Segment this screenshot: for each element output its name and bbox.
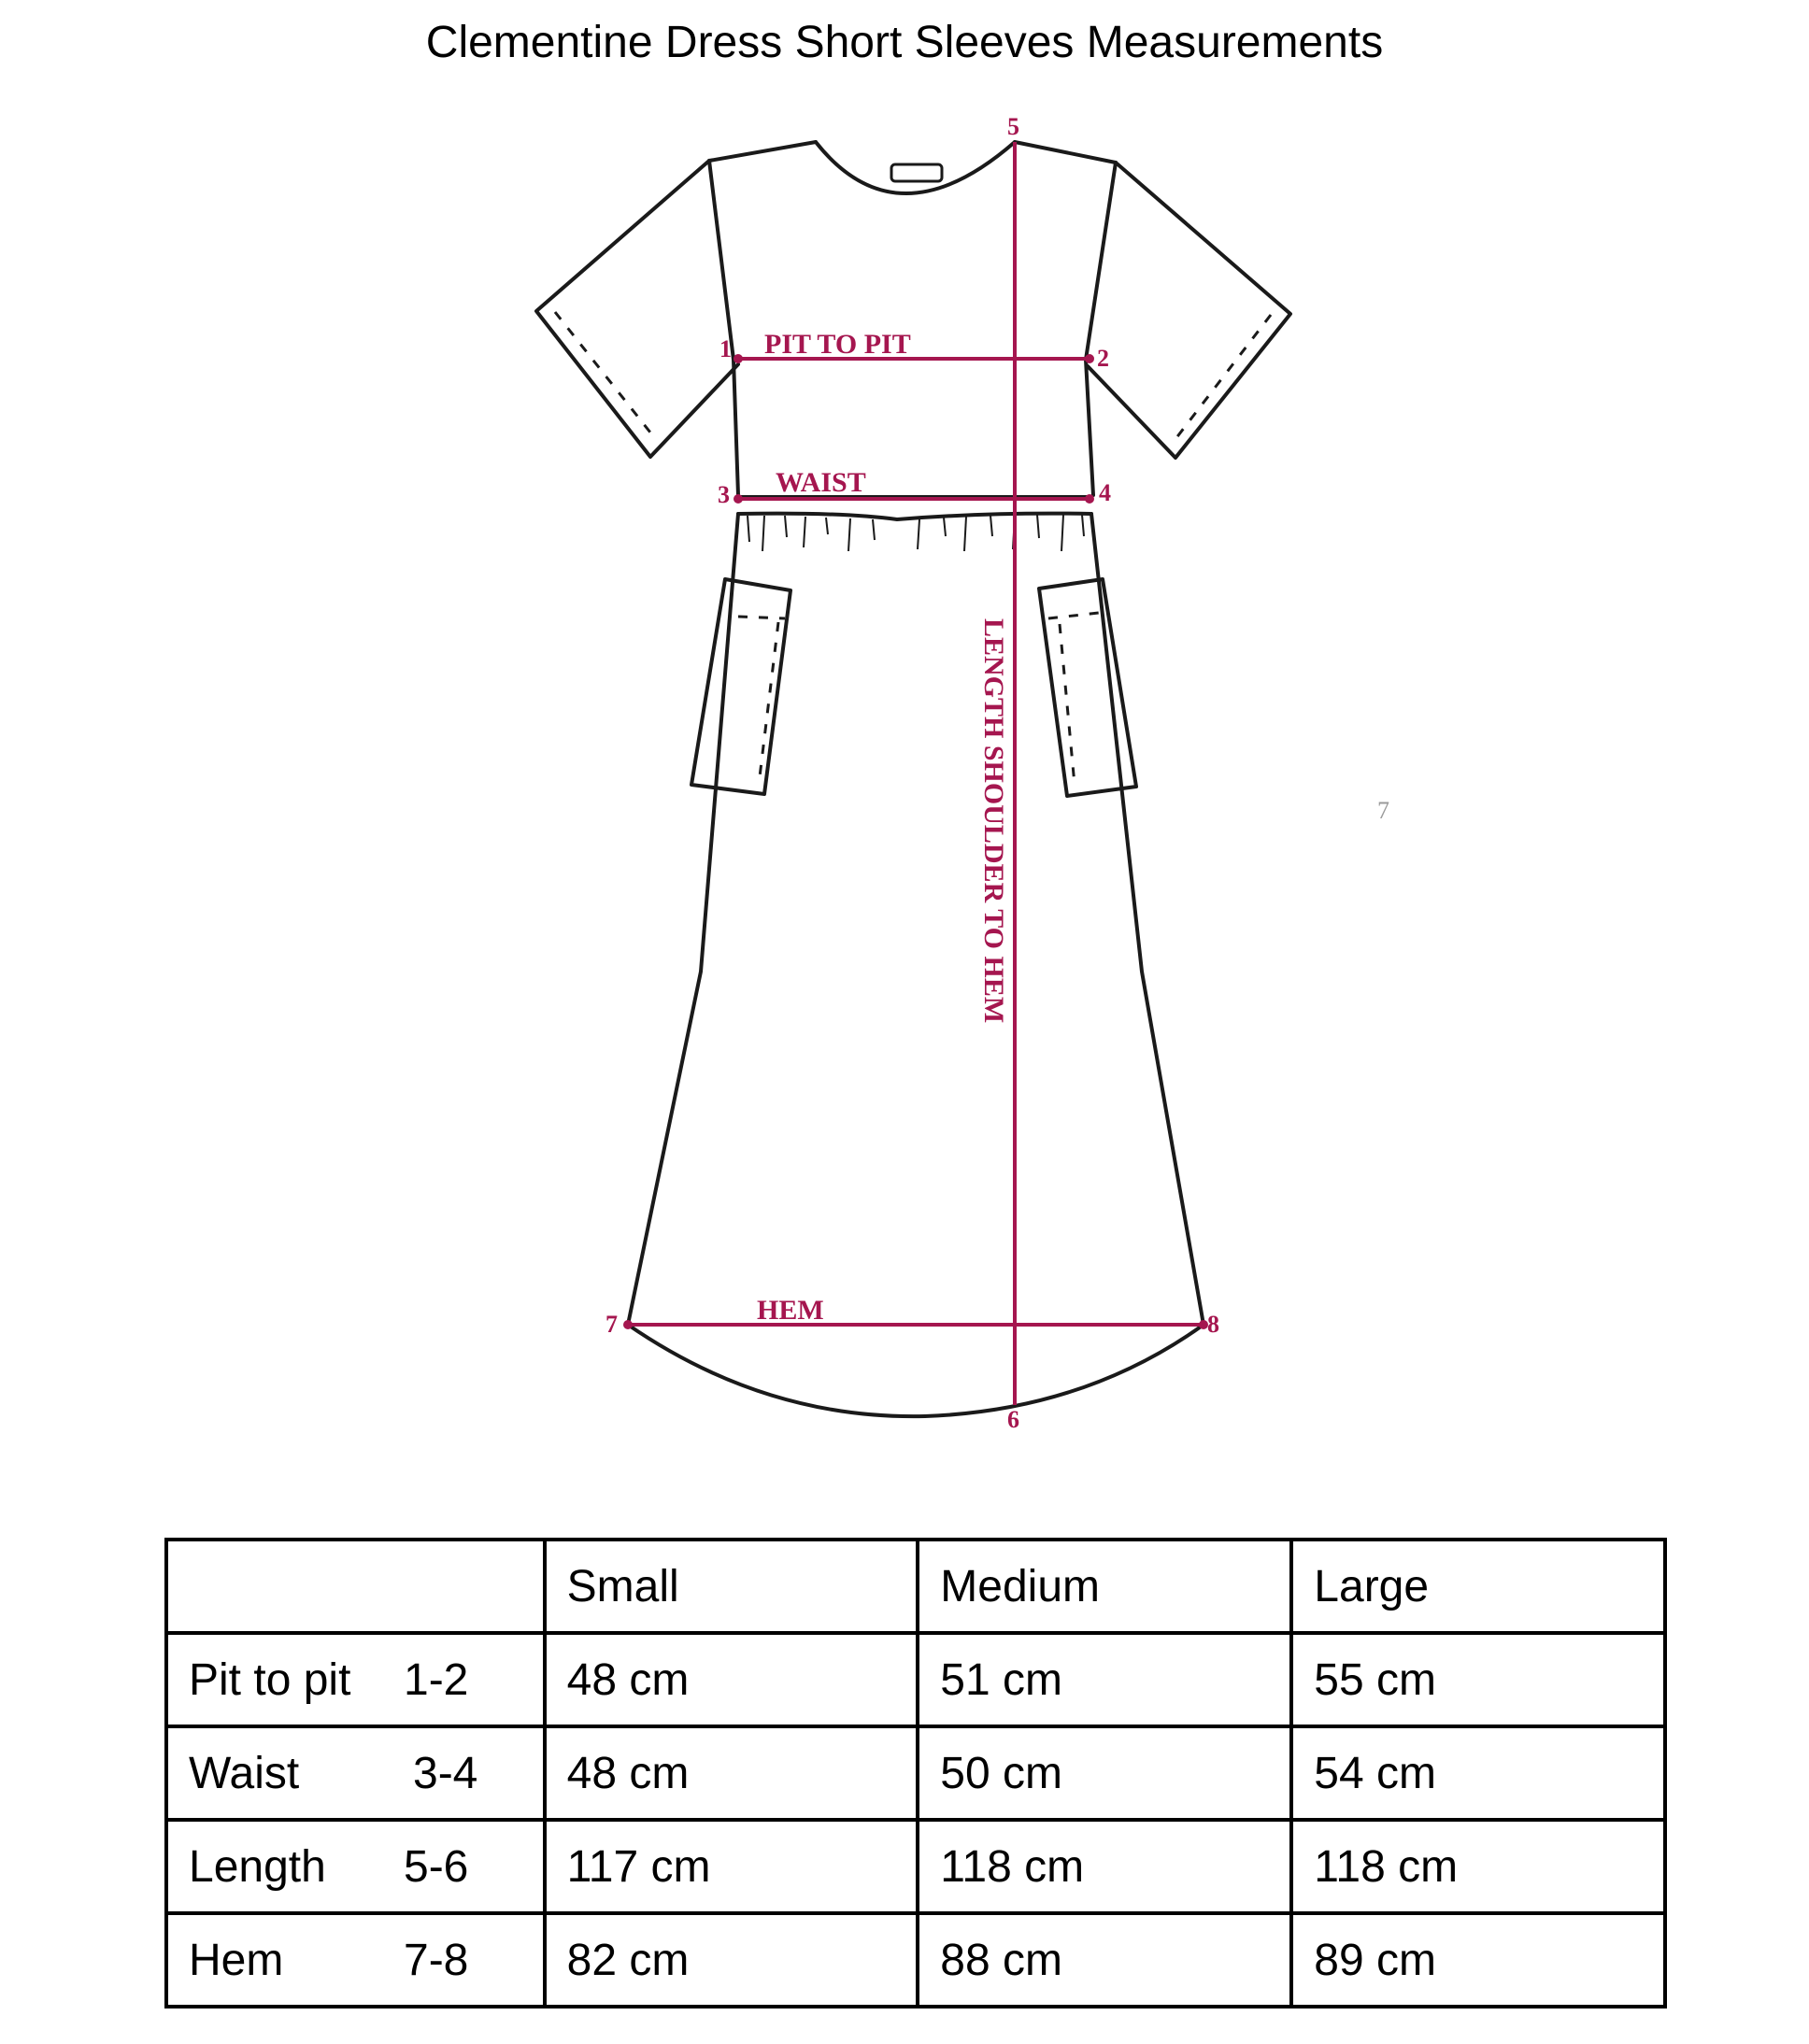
table-cell: 89 cm [1291,1913,1665,2007]
table-cell: 88 cm [918,1913,1291,2007]
table-cell: 54 cm [1291,1726,1665,1820]
row-label-cell [166,1913,545,2007]
table-header-row [166,1540,1665,1633]
row-points: 1-2 [404,1654,469,1705]
table-cell: 51 cm [918,1633,1291,1726]
table-cell: 118 cm [918,1820,1291,1913]
row-points: 5-6 [404,1841,469,1892]
stray-mark: 7 [1377,797,1389,824]
table-header-cell: Medium [918,1540,1291,1633]
length-label: LENGTH SHOULDER TO HEM [978,618,1009,1024]
hem-label: HEM [757,1295,824,1326]
table-cell: 48 cm [545,1633,919,1726]
table-cell: 48 cm [545,1726,919,1820]
measurement-lines [628,142,1204,1405]
table-row [166,1820,1665,1913]
table-header-cell: Large [1291,1540,1665,1633]
row-label-cell [166,1633,545,1726]
size-table [164,1538,1667,2009]
dress-sketch [536,142,1290,1416]
page-title: Clementine Dress Short Sleeves Measurements [425,18,1384,67]
table-cell: 117 cm [545,1820,919,1913]
row-label: Hem [189,1935,284,1985]
table-row [166,1726,1665,1820]
row-label: Pit to pit [189,1654,351,1705]
table-cell: 118 cm [1291,1820,1665,1913]
point-3: 3 [718,481,730,508]
stitch-lines [555,312,1271,785]
table-header-cell: Small [545,1540,919,1633]
point-7: 7 [605,1311,618,1338]
row-label-cell [166,1726,545,1820]
table-row [166,1633,1665,1726]
row-label: Waist [189,1748,300,1798]
row-label: Length [189,1841,326,1892]
gather-marks [748,515,1084,551]
point-6: 6 [1007,1406,1019,1433]
table-header-cell [166,1540,545,1633]
table-cell: 50 cm [918,1726,1291,1820]
point-5: 5 [1007,113,1019,140]
point-2: 2 [1097,345,1109,372]
pit-to-pit-label: PIT TO PIT [764,329,911,360]
table-cell: 55 cm [1291,1633,1665,1726]
point-8: 8 [1207,1311,1219,1338]
point-1: 1 [719,335,732,362]
row-points: 3-4 [413,1748,478,1798]
waist-label: WAIST [776,467,866,498]
table-row [166,1913,1665,2007]
row-points: 7-8 [404,1935,469,1985]
table-cell: 82 cm [545,1913,919,2007]
row-label-cell [166,1820,545,1913]
point-4: 4 [1099,479,1111,506]
